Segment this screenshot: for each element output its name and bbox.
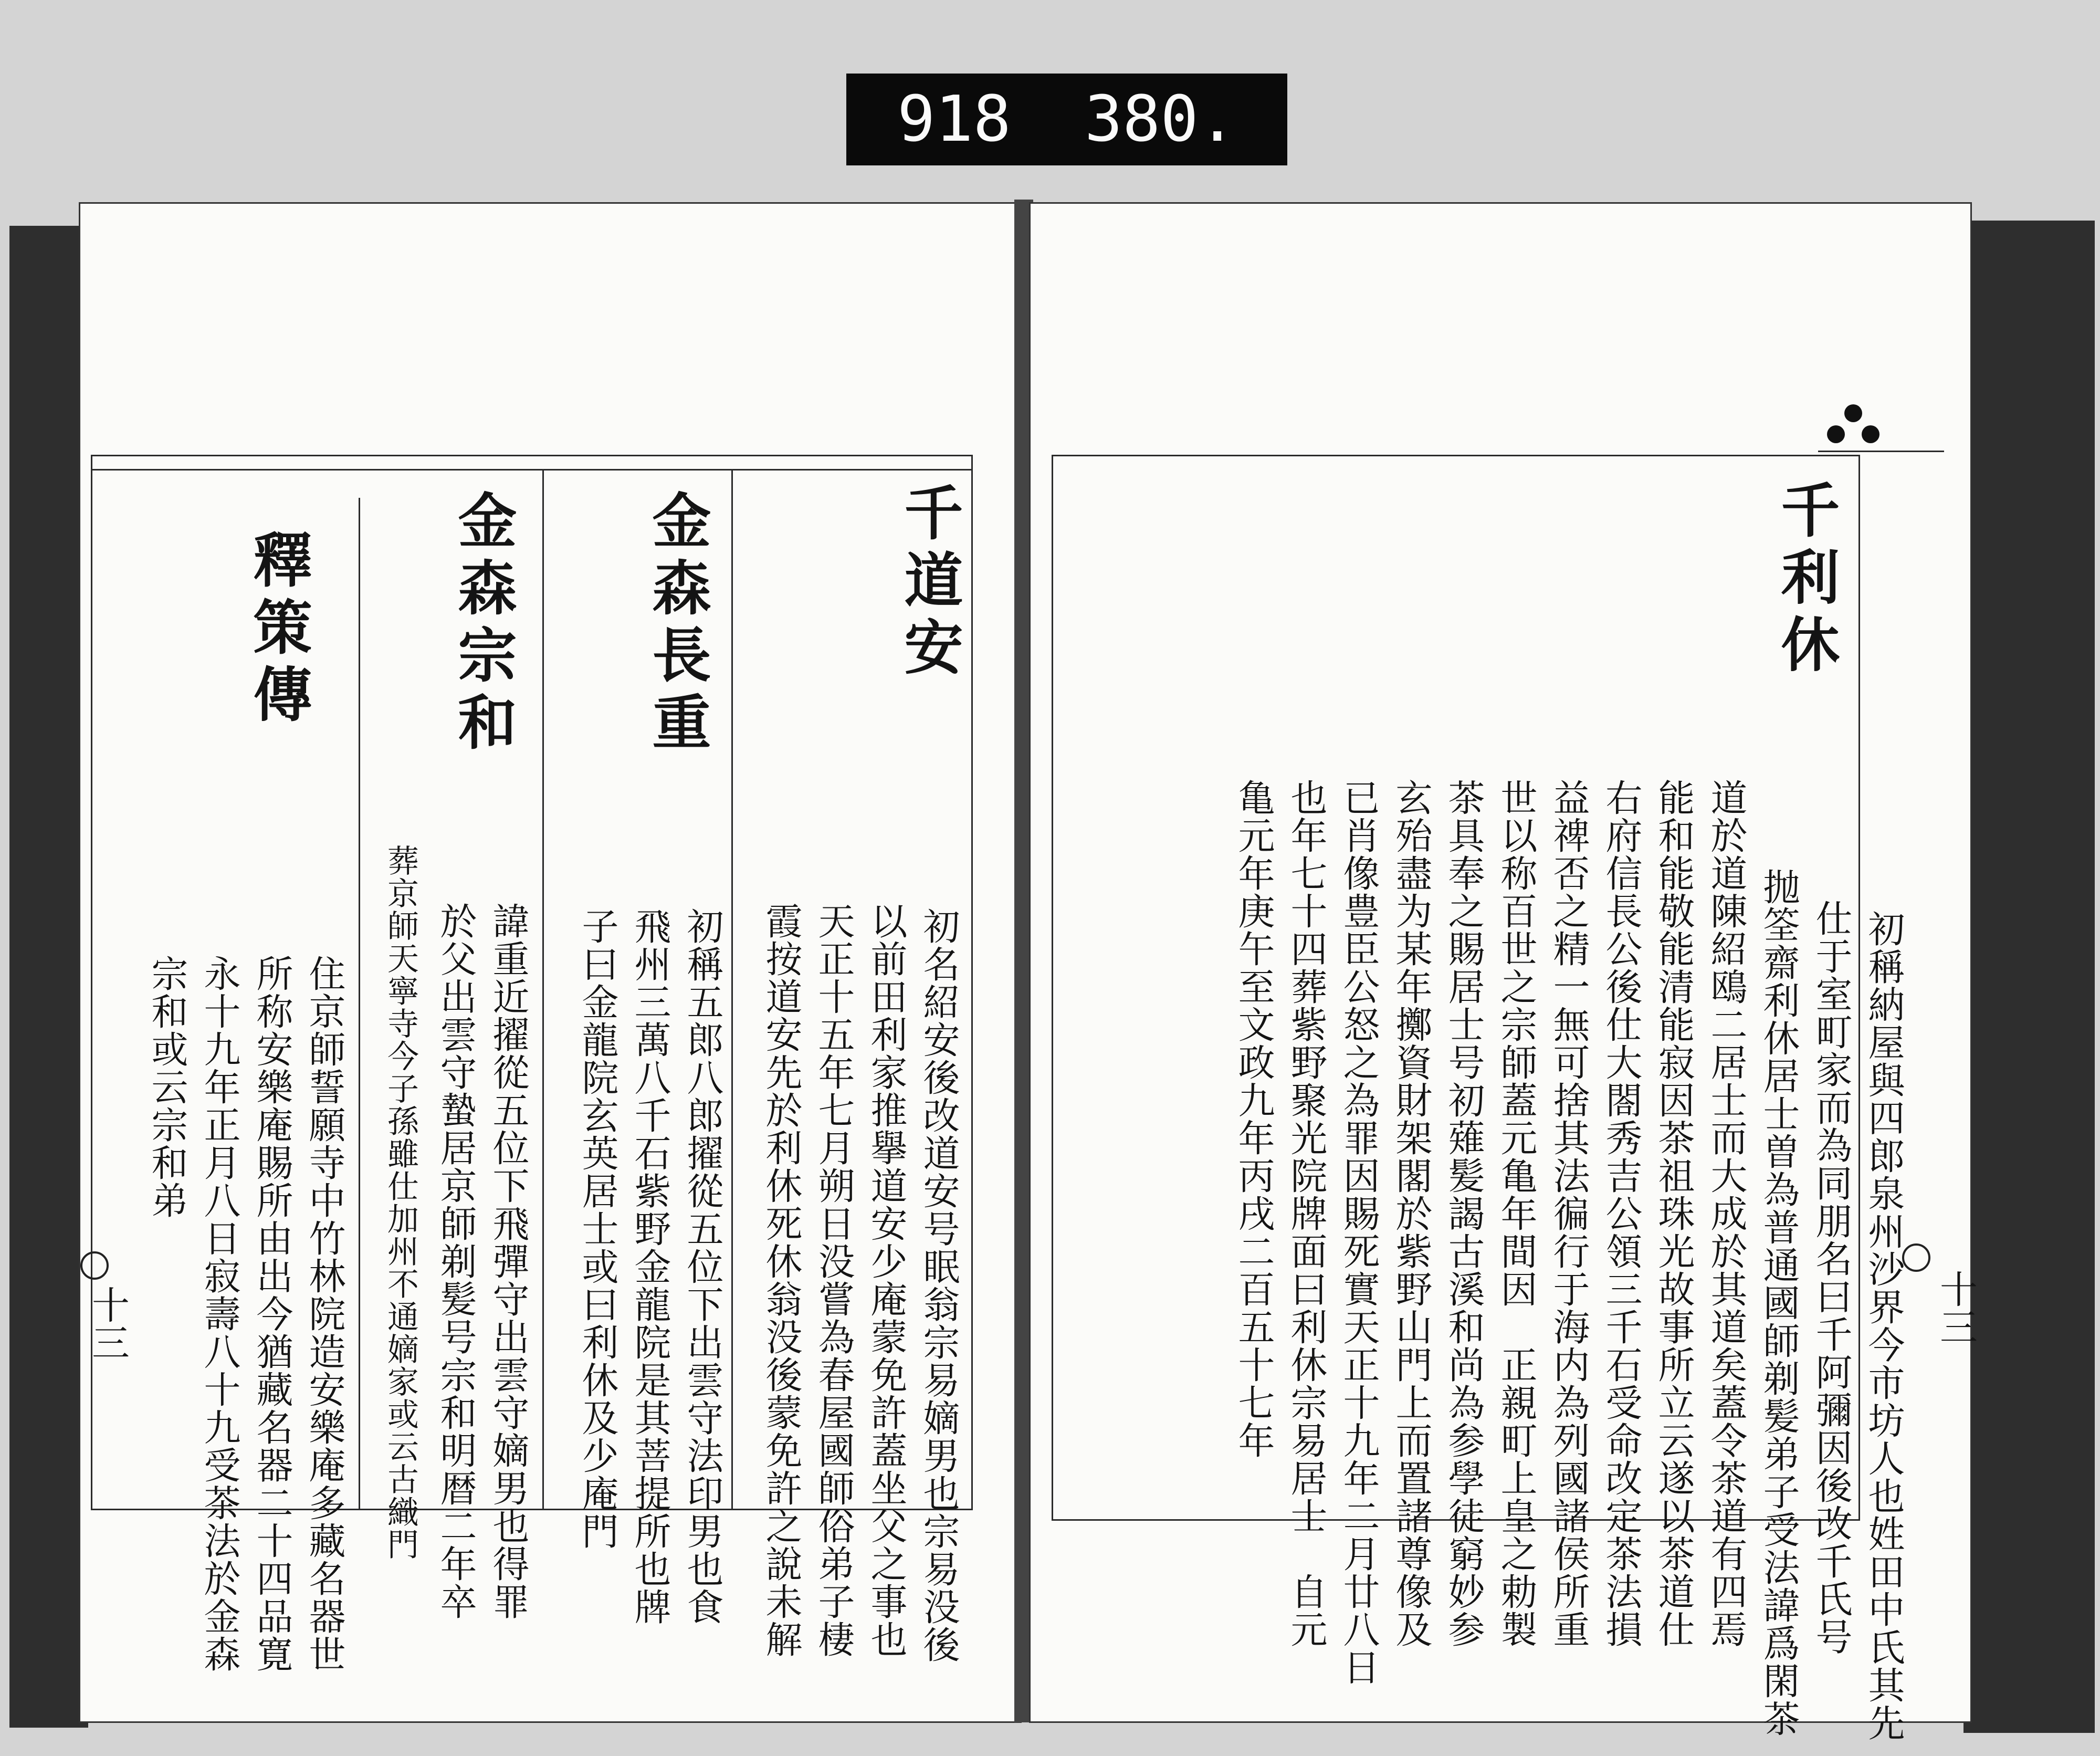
section-line: 道於道陳紹鴎二居士而大成於其道矣蓋令茶道有四焉 bbox=[1705, 779, 1748, 1648]
archive-label bbox=[846, 74, 1287, 165]
section-title-sen-rikyu: 千利休 bbox=[1771, 479, 1840, 681]
section-line: 茶具奉之賜居士号初薙髪謁古溪和尚為参學徒窮妙参 bbox=[1442, 779, 1485, 1648]
section-line: 已肖像豊臣公怒之為罪因賜死實天正十九年二月廿八日 bbox=[1337, 779, 1380, 1686]
section-line: 右府信長公後仕大閤秀吉公領三千石受命改定茶法損 bbox=[1600, 779, 1643, 1648]
family-crest-icon bbox=[1827, 404, 1880, 457]
left-page bbox=[79, 202, 1022, 1723]
section-line: 也年七十四葬紫野聚光院牌面曰利休宗易居士 自元 bbox=[1285, 779, 1328, 1648]
section-line: 飛州三萬八千石紫野金龍院是其菩提所也牌 bbox=[628, 907, 671, 1626]
section-line: 永十九年正月八日寂壽八十九受茶法於金森 bbox=[198, 955, 241, 1673]
section-line: 所称安樂庵賜所由出今猶藏名器二十四品寛 bbox=[250, 955, 293, 1673]
section-line: 世以称百世之宗師蓋元亀年間因 正親町上皇之勅製 bbox=[1495, 779, 1538, 1648]
binding-hole-mark bbox=[80, 1251, 109, 1280]
section-line: 初名紹安後改道安号眠翁宗易嫡男也宗易没後 bbox=[917, 907, 960, 1664]
archive-label-right: 380. bbox=[1084, 83, 1236, 156]
section-line: 於父出雲守蟄居京師剃髪号宗和明暦二年卒 bbox=[434, 902, 477, 1621]
section-line: 諱重近擢從五位下飛彈守出雲守嫡男也得罪 bbox=[487, 902, 530, 1621]
section-divider bbox=[542, 469, 544, 1509]
binding-hole-mark bbox=[1902, 1243, 1930, 1272]
book-shadow-right bbox=[1964, 221, 2095, 1733]
section-line: 能和能敬能清能寂因茶祖珠光故事所立云遂以茶道仕 bbox=[1652, 779, 1695, 1648]
archive-label-left: 918 bbox=[897, 83, 1011, 156]
section-line: 初稱納屋與四郎泉州沙界今市坊人也姓田中氏其先 bbox=[1862, 910, 1905, 1742]
section-divider bbox=[731, 469, 733, 1509]
section-line: 葬京師天寧寺今子孫雖仕加州不通嫡家或云古織門 bbox=[382, 844, 419, 1561]
section-line: 仕于室町家而為同朋名曰千阿彌因後改千氏号 bbox=[1810, 900, 1853, 1656]
section-title-kanamori-sowa: 金森宗和 bbox=[448, 490, 517, 759]
section-title-shaku-sakuden: 釋策傳 bbox=[244, 529, 312, 731]
section-title-kanamori-nagashige: 金森長重 bbox=[643, 490, 711, 759]
section-line: 益禆否之精一無可捨其法徧行于海内為列國諸侯所重 bbox=[1547, 779, 1590, 1648]
section-line: 玄殆盡为某年擲資財架閣於紫野山門上而置諸尊像及 bbox=[1390, 779, 1433, 1648]
section-line: 抛筌齋利休居士曽為普通國師剃髪弟子受法諱爲閑茶 bbox=[1757, 868, 1800, 1738]
section-line: 天正十五年七月朔日没嘗為春屋國師俗弟子棲 bbox=[812, 902, 855, 1658]
section-line: 霞按道安先於利休死休翁没後蒙免許之說未解 bbox=[760, 902, 803, 1658]
section-line: 以前田利家推擧道安少庵蒙免許蓋坐父之事也 bbox=[865, 902, 908, 1658]
section-line: 初稱五郎八郎擢從五位下出雲守法印男也食 bbox=[681, 907, 724, 1626]
section-title-sen-doan: 千道安 bbox=[895, 482, 963, 684]
section-divider bbox=[359, 498, 360, 1509]
section-line: 宗和或云宗和弟 bbox=[145, 955, 188, 1219]
book-shadow-left bbox=[9, 226, 88, 1728]
folio-number: 十三 bbox=[1934, 1270, 1978, 1345]
section-line: 住京師誓願寺中竹林院造安樂庵多藏名器世 bbox=[303, 955, 346, 1673]
folio-number: 十三 bbox=[86, 1285, 130, 1361]
section-line: 子曰金龍院玄英居士或曰利休及少庵門 bbox=[576, 907, 619, 1550]
section-line: 亀元年庚午至文政九年丙戌二百五十七年 bbox=[1232, 779, 1275, 1459]
frame-top-rule bbox=[91, 469, 973, 471]
